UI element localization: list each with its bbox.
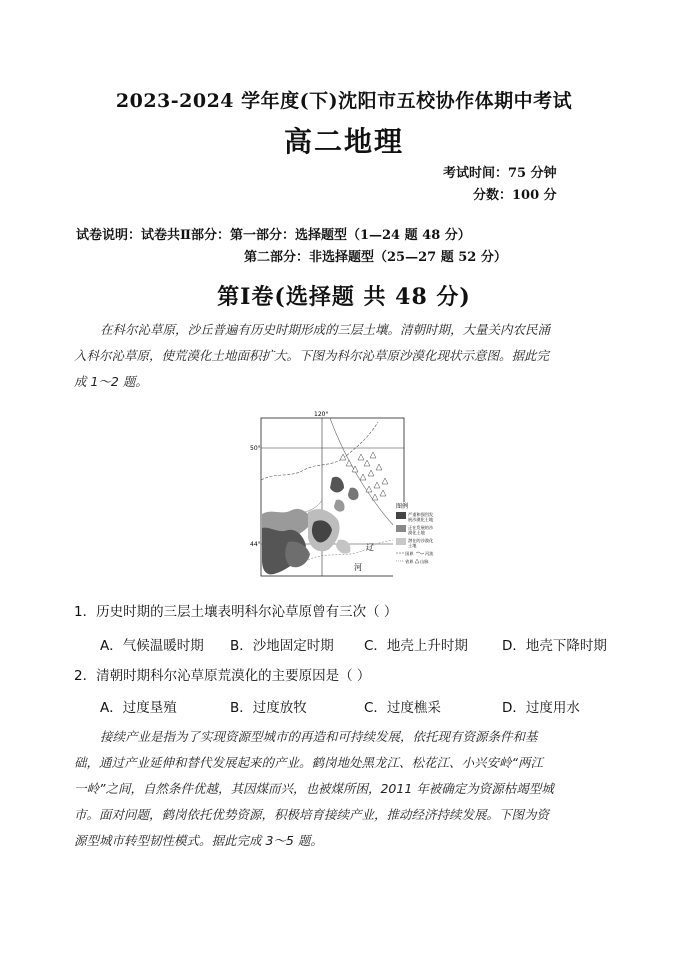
q1-option-b[interactable]: B．沙地固定时期 <box>230 638 334 654</box>
legend-swatch-severe <box>396 512 406 519</box>
legend-swatch-potential <box>396 538 406 545</box>
question-2-options <box>100 696 620 716</box>
instructions-line-2: 第二部分：非选择题型（25—27 题 52 分） <box>244 250 507 265</box>
question-1-stem: 1．历史时期的三层土壤表明科尔沁草原曾有三次（ ） <box>74 604 398 620</box>
section-title: 第Ⅰ卷(选择题 共 48 分) <box>217 284 471 310</box>
instructions-line-1: 试卷说明：试卷共Ⅱ部分：第一部分：选择题型（1—24 题 48 分） <box>76 228 471 243</box>
passage-1-line-1: 在科尔沁草原，沙丘普遍有历史时期形成的三层土壤。清朝时期，大量关内农民涌 <box>100 322 551 337</box>
q1-option-c[interactable]: C．地壳上升时期 <box>364 638 468 654</box>
lat-50-label: 50° <box>250 445 261 452</box>
q2-option-b[interactable]: B．过度放牧 <box>230 700 307 716</box>
subject-title: 高二地理 <box>283 125 404 158</box>
legend-province: 省界 <box>405 559 414 564</box>
lon-label: 120° <box>314 411 329 418</box>
q2-option-d[interactable]: D．过度用水 <box>502 700 580 716</box>
q2-option-c[interactable]: C．过度樵采 <box>364 700 441 716</box>
legend-item-potential-1: 潜在的沙漠化 <box>408 538 434 543</box>
question-1-options <box>100 634 620 654</box>
legend-item-severe-1: 严重和强烈发 <box>408 512 434 517</box>
exam-time: 考试时间：75 分钟 <box>443 166 557 181</box>
place-he: 河 <box>354 563 362 572</box>
q1-option-d[interactable]: D．地壳下降时期 <box>502 638 607 654</box>
horqin-desertification-map <box>248 410 438 586</box>
legend-river: 河流 <box>425 551 434 556</box>
legend-item-severe-2: 展沙漠化土地 <box>408 517 434 522</box>
legend-swatch-developing <box>396 525 406 532</box>
passage-1 <box>74 317 610 395</box>
lat-44-label: 44° <box>250 541 261 548</box>
passage-2-line-1: 接续产业是指为了实现资源型城市的再造和可持续发展，依托现有资源条件和基 <box>100 729 538 744</box>
passage-2-line-3: 一岭”之间，自然条件优越，其因煤而兴，也被煤所困，2011 年被确定为资源枯竭型城 <box>74 781 554 796</box>
passage-1-line-2: 入科尔沁草原，使荒漠化土地面积扩大。下图为科尔沁草原沙漠化现状示意图。据此完 <box>74 348 550 363</box>
legend-item-potential-2: 土地 <box>408 543 417 548</box>
legend-item-developing-1: 正在发展的沙 <box>408 525 434 530</box>
passage-1-line-3: 成 1～2 题。 <box>74 374 148 389</box>
legend-title: 图例 <box>396 503 409 510</box>
legend-border: 国界 <box>405 551 414 556</box>
legend-mountain: 山脉 <box>420 559 429 564</box>
map-legend <box>393 502 437 582</box>
passage-2-line-2: 础，通过产业延伸和替代发展起来的产业。鹤岗地处黑龙江、松花江、小兴安岭“两江 <box>74 755 543 770</box>
place-liao: 辽 <box>366 543 374 552</box>
question-2-stem: 2．清朝时期科尔沁草原荒漠化的主要原因是（ ） <box>74 668 371 684</box>
passage-2-line-4: 市。面对问题，鹤岗依托优势资源，积极培育接续产业，推动经济持续发展。下图为资 <box>74 807 550 822</box>
exam-title: 2023-2024 学年度(下)沈阳市五校协作体期中考试 <box>115 90 573 112</box>
q1-option-a[interactable]: A．气候温暖时期 <box>100 638 204 654</box>
q2-option-a[interactable]: A．过度垦殖 <box>100 700 177 716</box>
exam-score: 分数：100 分 <box>473 188 557 203</box>
legend-item-developing-2: 漠化土地 <box>408 530 425 535</box>
passage-2 <box>74 724 610 854</box>
passage-2-line-5: 源型城市转型韧性模式。据此完成 3～5 题。 <box>74 833 323 848</box>
